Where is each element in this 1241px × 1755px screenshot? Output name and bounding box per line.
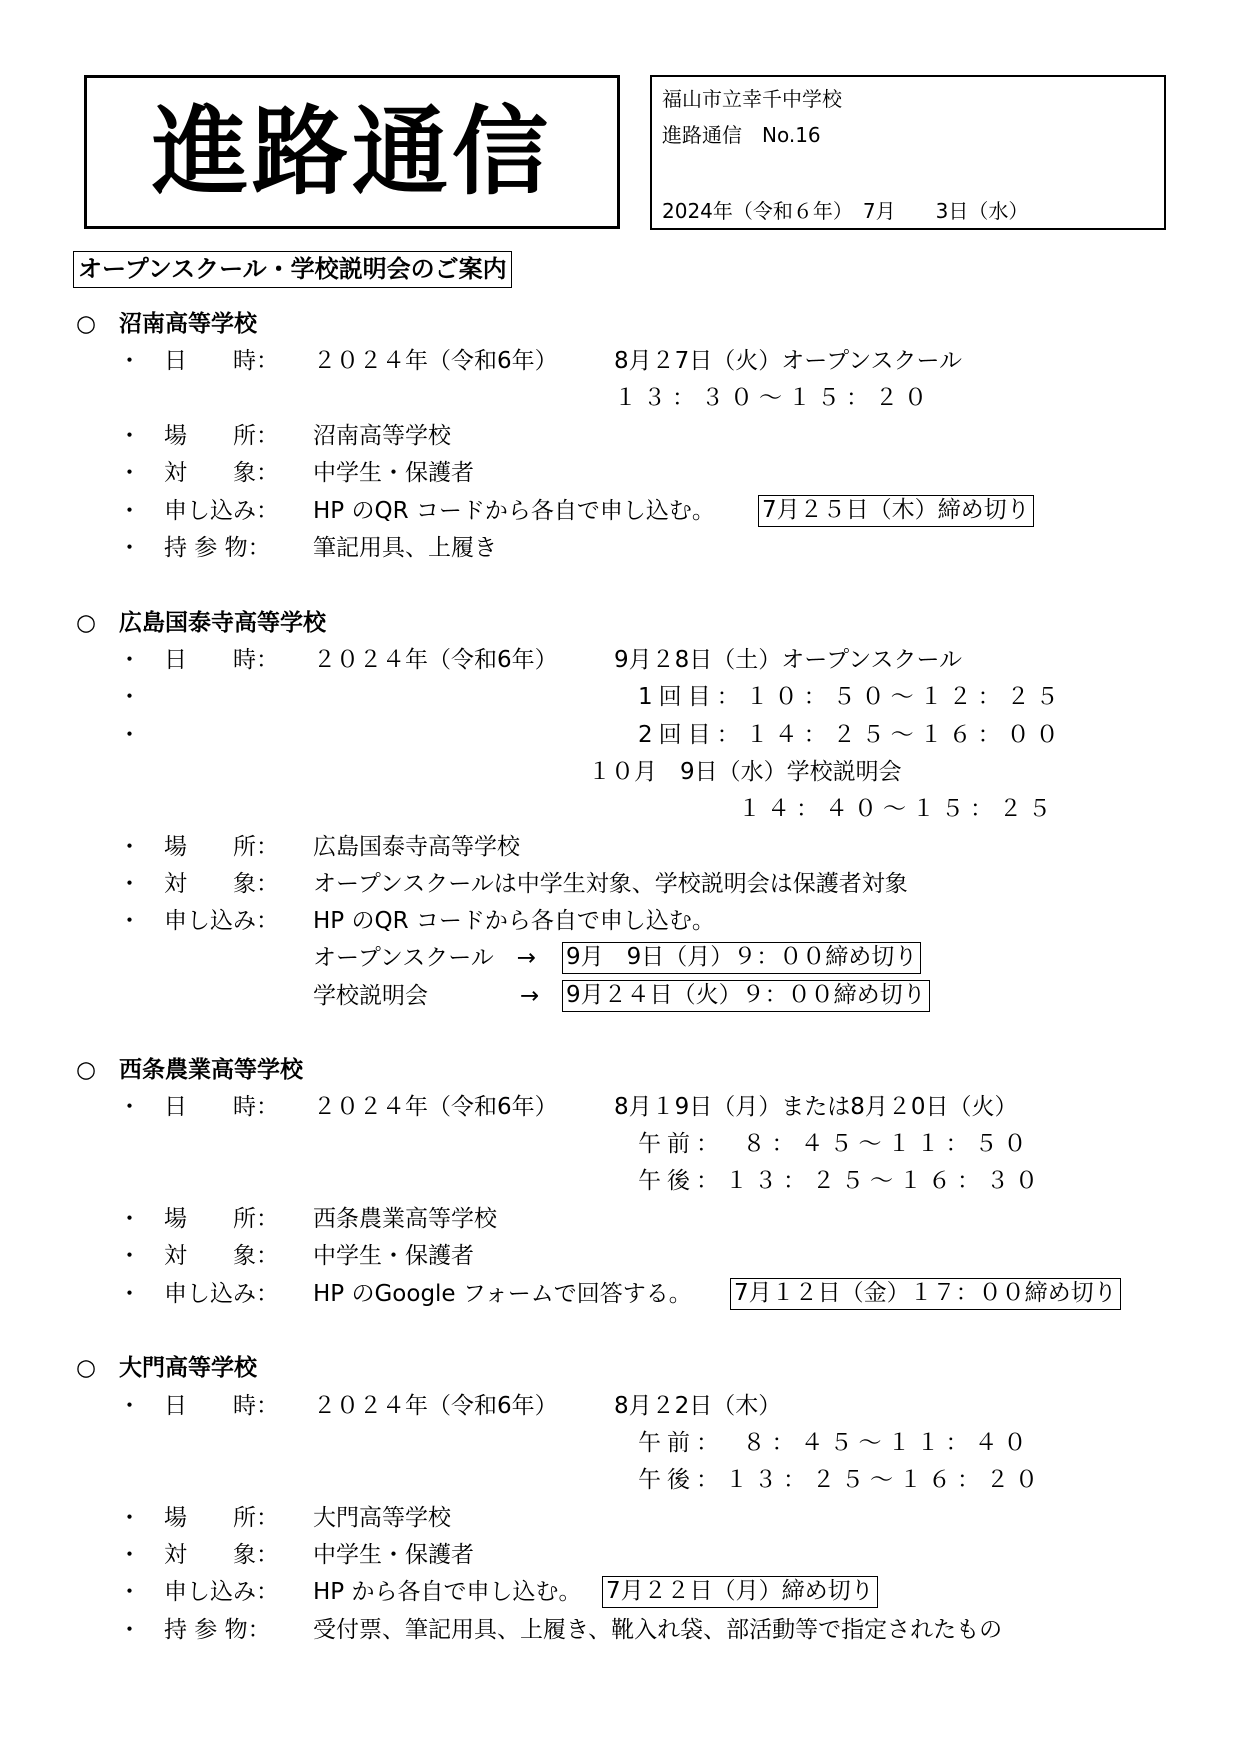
school-name: 福山市立幸千中学校	[662, 87, 842, 111]
target-value: 中学生・保護者	[313, 1243, 474, 1269]
circle-marker: ○	[76, 610, 97, 636]
place-value: 西条農業高等学校	[313, 1206, 497, 1232]
bullet: ・	[118, 647, 141, 673]
apply-value: HP から各自で申し込む。	[313, 1579, 582, 1605]
target-value: 中学生・保護者	[313, 460, 474, 486]
event-date: 9月２8日（土）オープンスクール	[614, 647, 963, 673]
event-time: １４：４０～１５：２５	[738, 796, 1057, 822]
event-year: ２０２４年（令和6年）	[313, 348, 558, 374]
event-time: 午前： ８：４５～１１：４０	[638, 1430, 1033, 1456]
bullet: ・	[118, 1579, 141, 1605]
datetime-label: 日 時：	[164, 1393, 279, 1419]
issue-number: 進路通信 No.16	[662, 123, 821, 147]
target-value: オープンスクールは中学生対象、学校説明会は保護者対象	[313, 871, 908, 897]
deadline-box: 7月１２日（金）１７：００締め切り	[730, 1278, 1121, 1310]
deadline-box: 9月 9日（月）９：００締め切り	[562, 942, 921, 974]
datetime-label: 日 時：	[164, 1094, 279, 1120]
apply-value: HP のQR コードから各自で申し込む。	[313, 498, 715, 524]
bullet: ・	[118, 908, 141, 934]
place-label: 場 所：	[164, 423, 279, 449]
bullet: ・	[118, 1094, 141, 1120]
apply-label: 申し込み：	[164, 1579, 279, 1605]
bullet: ・	[118, 348, 141, 374]
deadline-box: 7月２５日（木）締め切り	[758, 495, 1034, 527]
bullet: ・	[118, 423, 141, 449]
bullet: ・	[118, 722, 141, 748]
place-value: 広島国泰寺高等学校	[313, 834, 520, 860]
school-name-heading: 広島国泰寺高等学校	[119, 610, 326, 636]
apply-value: HP のGoogle フォームで回答する。	[313, 1281, 692, 1307]
target-label: 対 象：	[164, 1542, 279, 1568]
issue-info-box	[650, 75, 1166, 230]
deadline-box: 9月２４日（火）９：００締め切り	[562, 980, 930, 1012]
circle-marker: ○	[76, 1057, 97, 1083]
bring-label: 持 参 物：	[164, 1617, 271, 1643]
apply-label: 申し込み：	[164, 908, 279, 934]
event-date: 8月１9日（月）または8月２0日（火）	[614, 1094, 1018, 1120]
place-label: 場 所：	[164, 1206, 279, 1232]
sub-deadline-label: オープンスクール →	[313, 945, 537, 971]
section-heading: オープンスクール・学校説明会のご案内	[73, 251, 512, 288]
circle-marker: ○	[76, 1355, 97, 1381]
bullet: ・	[118, 1505, 141, 1531]
bullet: ・	[118, 684, 141, 710]
place-value: 大門高等学校	[313, 1505, 451, 1531]
event-time: １３：３０～１５：２０	[614, 385, 933, 411]
event-year: ２０２４年（令和6年）	[313, 647, 558, 673]
bullet: ・	[118, 1243, 141, 1269]
place-value: 沼南高等学校	[313, 423, 451, 449]
apply-label: 申し込み：	[164, 498, 279, 524]
bullet: ・	[118, 460, 141, 486]
school-name-heading: 沼南高等学校	[119, 311, 257, 337]
event-date: 8月２7日（火）オープンスクール	[614, 348, 963, 374]
newsletter-title-box	[84, 75, 620, 229]
datetime-label: 日 時：	[164, 348, 279, 374]
target-label: 対 象：	[164, 460, 279, 486]
school-name-heading: 大門高等学校	[119, 1355, 257, 1381]
bullet: ・	[118, 871, 141, 897]
event-date: １０月 9日（水）学校説明会	[588, 759, 902, 785]
event-date: 8月２2日（木）	[614, 1393, 782, 1419]
bullet: ・	[118, 498, 141, 524]
event-time: 1回目：１０：５０～１２：２５	[638, 684, 1065, 710]
bullet: ・	[118, 1542, 141, 1568]
bring-label: 持 参 物：	[164, 535, 271, 561]
place-label: 場 所：	[164, 834, 279, 860]
circle-marker: ○	[76, 311, 97, 337]
apply-value: HP のQR コードから各自で申し込む。	[313, 908, 715, 934]
event-time: 2回目：１４：２５～１６：００	[638, 722, 1065, 748]
bullet: ・	[118, 1281, 141, 1307]
bring-value: 筆記用具、上履き	[313, 535, 497, 561]
bullet: ・	[118, 1206, 141, 1232]
bullet: ・	[118, 1393, 141, 1419]
event-time: 午後：１３：２５～１６：２０	[638, 1467, 1044, 1493]
place-label: 場 所：	[164, 1505, 279, 1531]
target-label: 対 象：	[164, 1243, 279, 1269]
school-name-heading: 西条農業高等学校	[119, 1057, 303, 1083]
bullet: ・	[118, 535, 141, 561]
apply-label: 申し込み：	[164, 1281, 279, 1307]
newsletter-title: 進路通信	[152, 96, 552, 208]
target-label: 対 象：	[164, 871, 279, 897]
target-value: 中学生・保護者	[313, 1542, 474, 1568]
sub-deadline-label: 学校説明会 →	[313, 983, 540, 1009]
deadline-box: 7月２２日（月）締め切り	[602, 1576, 878, 1608]
event-time: 午前： ８：４５～１１：５０	[638, 1131, 1033, 1157]
bullet: ・	[118, 834, 141, 860]
bring-value: 受付票、筆記用具、上履き、靴入れ袋、部活動等で指定されたもの	[313, 1617, 1003, 1643]
datetime-label: 日 時：	[164, 647, 279, 673]
event-year: ２０２４年（令和6年）	[313, 1393, 558, 1419]
issue-date: 2024年（令和６年） 7月 3日（水）	[662, 199, 1029, 223]
event-time: 午後：１３：２５～１６：３０	[638, 1168, 1044, 1194]
event-year: ２０２４年（令和6年）	[313, 1094, 558, 1120]
bullet: ・	[118, 1617, 141, 1643]
